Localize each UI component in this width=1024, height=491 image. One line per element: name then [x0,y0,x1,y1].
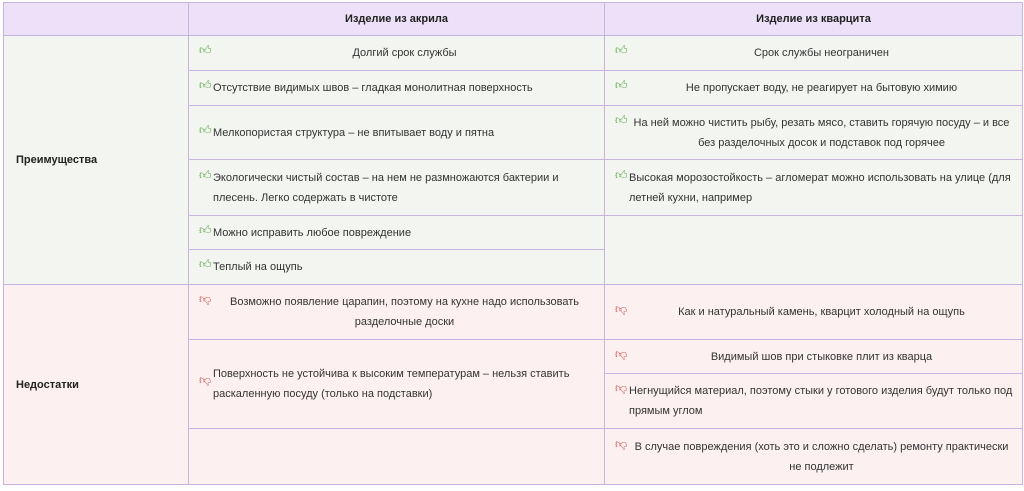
thumbs-down-icon: 👎︎ [199,292,212,306]
con-quartzite-text: Как и натуральный камень, кварцит холодный на ощупь [678,306,965,318]
pro-acrylic-3 [189,106,605,160]
cons-label: Недостатки [4,285,189,485]
con-quartzite-text: Негнущийся материал, поэтому стыки у готового изделия будут только под прямым углом [629,385,1013,417]
con-acrylic-2 [189,340,605,429]
thumbs-up-icon: 👍︎ [199,122,212,137]
thumbs-up-icon: 👍︎ [615,43,628,57]
pro-quartzite-empty [605,216,1023,285]
pro-acrylic-text: Можно исправить любое повреждение [213,226,412,239]
con-acrylic-text: Возможно появление царапин, поэтому на кухне надо использовать разделочные доски [230,296,579,328]
pro-acrylic-text: Экологически чистый состав – на нем не размножаются бактерии и плесень. Легко содержать в чистоте [213,171,559,204]
header-quartzite: Изделие из кварцита [605,3,1023,36]
pro-acrylic-1 [189,36,605,71]
thumbs-up-icon: 👍︎ [199,43,212,57]
con-acrylic-1 [189,285,605,340]
con-quartzite-1 [605,285,1023,340]
pro-quartzite-text: Высокая морозостойкость – агломерат можно использовать на улице (для летней кухни, например [629,171,1011,204]
pro-quartzite-2 [605,71,1023,106]
thumbs-down-icon: 👎︎ [615,346,628,361]
thumbs-up-icon: 👍︎ [615,112,628,127]
con-quartzite-4 [605,429,1023,485]
thumbs-up-icon: 👍︎ [615,78,628,92]
con-acrylic-empty [189,429,605,485]
header-row [4,3,1023,36]
con-quartzite-text: В случае повреждения (хоть это и сложно сделать) ремонту практически не подлежит [634,440,1009,473]
pros-label: Преимущества [4,36,189,285]
thumbs-down-icon: 👎︎ [615,302,628,316]
thumbs-up-icon: 👍︎ [199,78,212,92]
thumbs-up-icon: 👍︎ [199,222,212,237]
pros-row-1 [4,36,1023,71]
pro-acrylic-4 [189,160,605,216]
header-corner [4,3,189,36]
pro-quartzite-text: Срок службы неограничен [753,47,890,59]
con-quartzite-text: Видимый шов при стыковке плит из кварца [710,350,933,363]
header-acrylic: Изделие из акрила [189,3,605,36]
pro-quartzite-1 [605,36,1023,71]
cons-row-1 [4,285,1023,340]
thumbs-up-icon: 👍︎ [199,167,212,182]
con-quartzite-3 [605,374,1023,429]
pro-quartzite-text: На ней можно чистить рыбу, резать мясо, ставить горячую посуду – и все без разделочных досок и подставок под горячее [633,116,1010,149]
pro-quartzite-text: Не пропускает воду, не реагирует на бытовую химию [685,82,958,94]
thumbs-up-icon: 👍︎ [615,167,628,182]
pro-acrylic-text: Мелкопористая структура – не впитывает воду и пятна [213,126,495,139]
pro-acrylic-text: Долгий срок службы [352,47,457,59]
pro-acrylic-2 [189,71,605,106]
pro-quartzite-3 [605,106,1023,160]
con-acrylic-text: Поверхность не устойчива к высоким температурам – нельзя ставить раскаленную посуду (только на подставки) [213,368,570,400]
pro-acrylic-6 [189,250,605,285]
thumbs-down-icon: 👎︎ [615,381,628,395]
thumbs-down-icon: 👎︎ [199,373,212,387]
thumbs-up-icon: 👍︎ [199,257,212,271]
pro-quartzite-4 [605,160,1023,216]
con-quartzite-2 [605,340,1023,374]
comparison-table [3,2,1023,485]
pro-acrylic-text: Теплый на ощупь [213,261,303,273]
pro-acrylic-text: Отсутствие видимых швов – гладкая монолитная поверхность [213,82,533,94]
pro-acrylic-5 [189,216,605,250]
thumbs-down-icon: 👎︎ [615,436,628,451]
